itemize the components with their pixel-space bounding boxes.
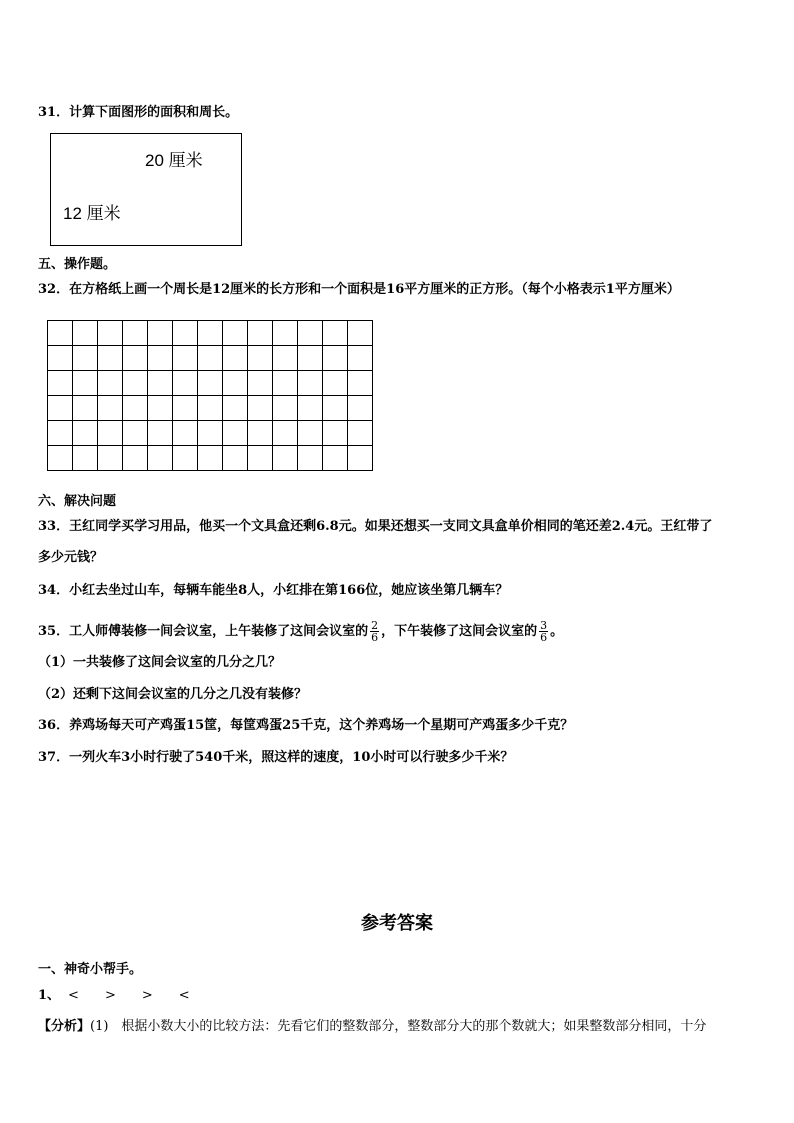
question-35-part-1: 35．工人师傅装修一间会议室，上午装修了这间会议室的 (38, 624, 369, 639)
grid-cell (248, 396, 273, 421)
grid-cell (173, 371, 198, 396)
grid-cell (348, 321, 373, 346)
grid-cell (223, 346, 248, 371)
rectangle-height-label: 12 厘米 (63, 204, 121, 223)
grid-cell (173, 421, 198, 446)
grid-cell (98, 446, 123, 471)
rectangle-width-label: 20 厘米 (145, 151, 203, 170)
grid-cell (173, 396, 198, 421)
answer-item-1 (38, 988, 216, 1004)
grid-cell (73, 396, 98, 421)
grid-cell (48, 421, 73, 446)
grid-cell (223, 421, 248, 446)
question-36: 36．养鸡场每天可产鸡蛋15筐，每筐鸡蛋25千克，这个养鸡场一个星期可产鸡蛋多少千克？ (38, 718, 574, 733)
grid-cell (98, 321, 123, 346)
grid-cell (298, 421, 323, 446)
grid-cell (198, 446, 223, 471)
rectangle-figure (50, 133, 242, 246)
grid-cell (248, 446, 273, 471)
grid-cell (348, 371, 373, 396)
section-5-title: 五、操作题。 (38, 257, 117, 272)
analysis-tag: 【分析】 (38, 1019, 91, 1034)
grid-cell (248, 321, 273, 346)
grid-cell (273, 371, 298, 396)
grid-row (48, 446, 373, 471)
grid-cell (323, 371, 348, 396)
question-32: 32．在方格纸上画一个周长是12厘米的长方形和一个面积是16平方厘米的正方形。（每个小格表示1平方厘米） (38, 282, 680, 297)
grid-cell (298, 446, 323, 471)
grid-cell (98, 421, 123, 446)
grid-cell (48, 346, 73, 371)
fraction-three-sixths (539, 620, 548, 643)
grid-cell (123, 396, 148, 421)
fraction-denominator: 6 (371, 631, 379, 644)
grid-row (48, 396, 373, 421)
grid-cell (48, 446, 73, 471)
question-35-part-2: ，下午装修了这间会议室的 (381, 624, 538, 639)
grid-cell (323, 421, 348, 446)
question-33-line-1: 33．王红同学买学习用品，他买一个文具盒还剩6.8元。如果还想买一支同文具盒单价相同的笔还差2.4元。王红带了 (38, 519, 713, 534)
grid-cell (223, 396, 248, 421)
question-34: 34．小红去坐过山车，每辆车能坐8人，小红排在第166位，她应该坐第几辆车？ (38, 583, 509, 598)
question-37: 37．一列火车3小时行驶了540千米，照这样的速度，10小时可以行驶多少千米？ (38, 750, 514, 765)
grid-cell (298, 321, 323, 346)
question-35-sub-1: （1）一共装修了这间会议室的几分之几？ (38, 655, 282, 670)
fraction-denominator: 6 (540, 631, 548, 644)
grid-cell (148, 396, 173, 421)
grid-cell (198, 321, 223, 346)
grid-cell (273, 421, 298, 446)
grid-cell (323, 321, 348, 346)
grid-cell (298, 346, 323, 371)
grid-cell (48, 321, 73, 346)
question-35-sub-2: （2）还剩下这间会议室的几分之几没有装修？ (38, 687, 308, 702)
answers-heading: 参考答案 (361, 913, 433, 934)
grid-row (48, 421, 373, 446)
grid-cell (348, 346, 373, 371)
answers-section-1: 一、神奇小帮手。 (38, 962, 143, 977)
grid-cell (273, 446, 298, 471)
grid-cell (148, 346, 173, 371)
grid-cell (173, 321, 198, 346)
comparison-symbol: > (141, 988, 153, 1003)
grid-cell (298, 396, 323, 421)
grid-cell (98, 371, 123, 396)
question-35 (38, 620, 563, 643)
grid-cell (248, 346, 273, 371)
grid-cell (48, 371, 73, 396)
grid-cell (148, 371, 173, 396)
grid-cell (123, 321, 148, 346)
grid-cell (198, 371, 223, 396)
grid-cell (198, 421, 223, 446)
grid-cell (123, 371, 148, 396)
grid-cell (73, 346, 98, 371)
grid-row (48, 321, 373, 346)
comparison-symbol: < (68, 988, 79, 1003)
grid-cell (173, 446, 198, 471)
grid-cell (73, 446, 98, 471)
grid-cell (98, 346, 123, 371)
square-grid (47, 320, 373, 471)
grid-row (48, 371, 373, 396)
grid-cell (348, 446, 373, 471)
analysis-line (38, 1019, 706, 1035)
grid-cell (148, 446, 173, 471)
grid-cell (348, 396, 373, 421)
grid-cell (73, 371, 98, 396)
grid-cell (98, 396, 123, 421)
grid-cell (73, 421, 98, 446)
grid-cell (148, 421, 173, 446)
grid-cell (323, 396, 348, 421)
comparison-symbol: < (178, 988, 190, 1003)
grid-cell (198, 346, 223, 371)
grid-cell (123, 346, 148, 371)
grid-cell (173, 346, 198, 371)
question-35-part-3: 。 (550, 624, 564, 639)
fraction-numerator: 2 (371, 619, 379, 632)
comparison-symbol: > (104, 988, 116, 1003)
grid-cell (298, 371, 323, 396)
analysis-text: (1) 根据小数大小的比较方法：先看它们的整数部分，整数部分大的那个数就大；如果整数部分相同，十分 (90, 1019, 707, 1034)
grid-cell (73, 321, 98, 346)
grid-cell (123, 446, 148, 471)
grid-cell (48, 396, 73, 421)
fraction-numerator: 3 (540, 619, 548, 632)
grid-cell (273, 346, 298, 371)
grid-cell (273, 396, 298, 421)
grid-cell (248, 421, 273, 446)
grid-cell (223, 321, 248, 346)
grid-cell (223, 446, 248, 471)
grid-cell (123, 421, 148, 446)
grid-cell (148, 321, 173, 346)
grid-cell (198, 396, 223, 421)
question-33-line-2: 多少元钱？ (38, 550, 104, 565)
grid-cell (248, 371, 273, 396)
answer-item-1-number: 1、 (38, 988, 61, 1003)
grid-cell (348, 421, 373, 446)
grid-cell (273, 321, 298, 346)
section-6-title: 六、解决问题 (38, 494, 117, 509)
question-31: 31．计算下面图形的面积和周长。 (38, 105, 239, 120)
fraction-two-sixths (370, 620, 379, 643)
grid-row (48, 346, 373, 371)
grid-cell (223, 371, 248, 396)
grid-cell (323, 446, 348, 471)
grid-cell (323, 346, 348, 371)
